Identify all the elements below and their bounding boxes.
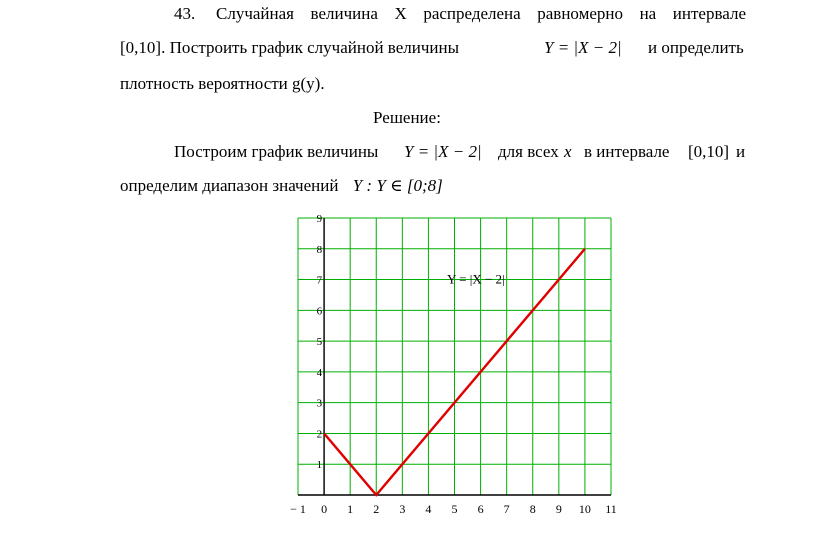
annotation-layer [447,272,505,287]
x-tick-label: 10 [578,502,591,516]
x-tick-label: 6 [477,502,484,516]
solution-interval: [0,10] [688,142,730,161]
x-tick-label: 0 [321,502,328,516]
x-tick-label: 7 [503,502,510,516]
x-tick-label: 8 [529,502,536,516]
problem-text-2a: [0,10]. Построить график случайной величины [120,38,460,57]
x-tick-label: 11 [605,502,617,516]
problem-number: 43. [174,4,196,23]
y-tick-label: 8 [316,243,323,256]
solution-text-1a: Построим график величины [174,142,379,161]
series-annotation: Y = |X − 2| [446,271,505,287]
grid [298,218,611,495]
problem-line-3: плотность вероятности g(y). [120,74,325,93]
x-tick-label: − 1 [290,502,306,516]
y-tick-label: 4 [316,366,323,379]
y-tick-label: 6 [316,305,323,318]
solution-formula: Y = |X − 2| [404,142,482,161]
x-tick-label: 1 [347,502,354,516]
problem-text-2b: и определить [648,38,744,57]
solution-range: Y : Y ∈ [0;8] [352,176,443,195]
y-tick-label: 7 [316,274,323,287]
x-tick-label: 4 [425,502,432,516]
y-tick-label: 2 [316,428,323,441]
y-tick-label: 1 [316,459,323,472]
solution-text-2a: определим диапазон значений [120,176,339,195]
solution-heading: Решение: [373,108,441,127]
problem-text-1: Случайная величина X распределена равномерно на интервале [216,4,746,23]
problem-formula: Y = |X − 2| [544,38,622,57]
x-tick-label: 3 [399,502,406,516]
solution-text-1c: в интервале [584,142,670,161]
solution-text-1b: для всех [498,142,559,161]
solution-text-1d: и [736,142,746,161]
y-tick-label: 3 [316,397,323,410]
x-tick-label: 2 [373,502,380,516]
y-tick-label: 9 [316,213,323,225]
tick-labels [290,213,617,516]
solution-var-x: x [564,142,572,161]
x-tick-label: 5 [451,502,458,516]
x-tick-label: 9 [555,502,562,516]
y-tick-label: 5 [316,336,323,349]
